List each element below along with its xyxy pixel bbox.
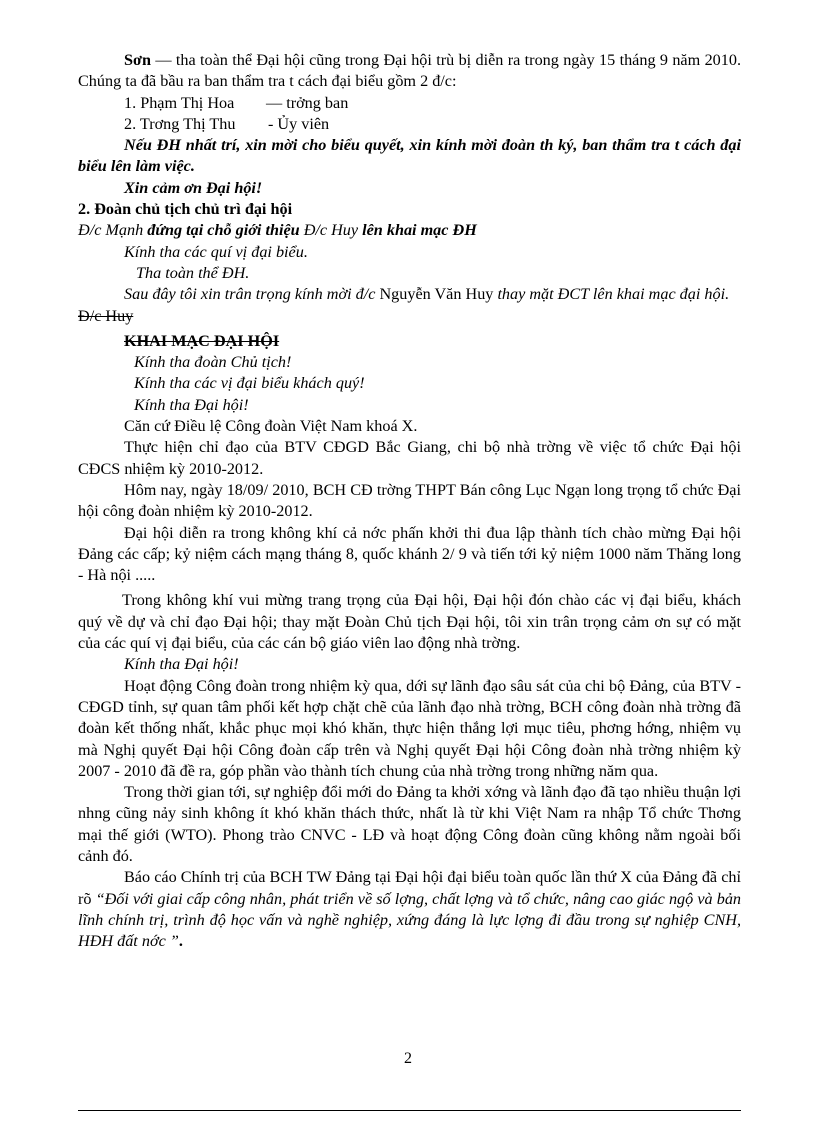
invite-text: Sau đây tôi xin trân trọng kính mời đ/c (124, 285, 380, 304)
manh-name: Đ/c Mạnh (78, 221, 144, 240)
intro-text: — tha toàn thể Đại hội cũng trong Đại hội trù bị diễn ra trong ngày 15 tháng 9 năm 2010. Chúng ta đã bầu ra ban thẩm tra t cách đại biểu gồm 2 đ/c: (78, 51, 741, 91)
opening-title: KHAI MẠC ĐẠI HỘI (124, 331, 280, 350)
member-role: — trởng ban (266, 93, 349, 112)
member-name: 1. Phạm Thị Hoa (124, 93, 235, 112)
opening-greeting: Kính tha các vị đại biểu khách quý! (134, 374, 365, 393)
body-paragraph: Trong không khí vui mừng trang trọng của Đại hội, Đại hội đón chào các vị đại biểu, khách quý về dự và chỉ đạo Đại hội; thay mặt Đoàn Chủ tịch Đại hội, tôi xin trân trọng cảm ơn sự có mặt của các quí vị đại biểu, của các cán bộ giáo viên lao động nhà trờng. (78, 591, 741, 653)
body-paragraph: Đại hội diễn ra trong không khí cả nớc phấn khởi thi đua lập thành tích chào mừng Đại hội Đảng các cấp; kỷ niệm cách mạng tháng 8, quốc khánh 2/ 9 và tiến tới kỷ niệm 1000 năm Thăng long - Hà nội ..... (78, 523, 741, 585)
quote-end: . (178, 932, 183, 951)
greeting-line: Kính tha các quí vị đại biểu. (124, 242, 308, 261)
document-page (78, 50, 741, 952)
speaker-name: Sơn (124, 51, 151, 69)
opening-greeting: Kính tha đoàn Chủ tịch! (134, 353, 292, 372)
body-paragraph: Trong thời gian tới, sự nghiệp đổi mới do Đảng ta khởi xớng và lãnh đạo đã tạo nhiều thuận lợi nhng cũng nảy sinh không ít khó khăn thách thức, nhất là từ khi Việt Nam ra nhập Tổ chức Thơng mại thế giới (WTO). Phong trào CNVC - LĐ và hoạt động Công đoàn cũng không nằm ngoài bối cảnh đó. (78, 783, 741, 865)
greeting-line: Tha toàn thể ĐH. (136, 263, 250, 282)
member-role: - Ủy viên (268, 114, 330, 133)
member-row (124, 93, 741, 114)
member-name: 2. Trơng Thị Thu (124, 114, 236, 133)
section-heading: 2. Đoàn chủ tịch chủ trì đại hội (78, 200, 293, 219)
footer-rule (78, 1110, 741, 1111)
page-number: 2 (404, 1050, 412, 1067)
greeting-line: Kính tha Đại hội! (124, 655, 239, 674)
huy-label: Đ/c Huy (78, 306, 134, 325)
huy-name: Đ/c Huy (303, 221, 359, 240)
member-row (124, 114, 741, 135)
invitee-name: Nguyễn Văn Huy (379, 285, 494, 304)
manh-action: đứng tại chỗ giới thiệu (143, 221, 304, 240)
invite-huy-paragraph (78, 284, 741, 305)
body-paragraph: Hôm nay, ngày 18/09/ 2010, BCH CĐ trờng THPT Bán công Lục Ngạn long trọng tổ chức Đại hội công đoàn nhiệm kỳ 2010-2012. (78, 480, 741, 521)
opening-greeting: Kính tha Đại hội! (134, 395, 249, 414)
body-paragraph: Thực hiện chỉ đạo của BTV CĐGD Bắc Giang, chi bộ nhà trờng về việc tổ chức Đại hội CĐCS nhiệm kỳ 2010-2012. (78, 438, 741, 478)
manh-action-end: lên khai mạc ĐH (358, 221, 477, 240)
body-paragraph: Hoạt động Công đoàn trong nhiệm kỳ qua, dới sự lãnh đạo sâu sát của chi bộ Đảng, của BTV - CĐGD tỉnh, sự quan tâm phối kết hợp chặt chẽ của lãnh đạo nhà trờng, BCH công đoàn nhà trờng đã đoàn kết thống nhất, khắc phục mọi khó khăn, thực hiện thắng lợi mục tiêu, phơng hớng, nhiệm vụ mà Nghị quyết Đại hội Công đoàn cấp trên và Nghị quyết Đại hội Công đoàn nhà trờng nhiệm kỳ 2007 - 2010 đã đề ra, góp phần vào thành tích chung của nhà trờng trong những năm qua. (78, 676, 741, 780)
invite-text-end: thay mặt ĐCT lên khai mạc đại hội. (493, 285, 730, 304)
invite-paragraph: Nếu ĐH nhất trí, xin mời cho biểu quyết, xin kính mời đoàn th ký, ban thẩm tra t cách đại biểu lên làm việc. (78, 136, 741, 176)
body-paragraph: Căn cứ Điều lệ Công đoàn Việt Nam khoá X. (124, 417, 418, 436)
intro-paragraph (78, 50, 741, 93)
thanks-line: Xin cảm ơn Đại hội! (124, 178, 263, 197)
quote-lead: Báo cáo Chính trị của BCH TW Đảng tại Đại hội đại biểu toàn quốc lần thứ X của Đảng đã chỉ rõ (78, 868, 741, 908)
quote-text: “Đối với giai cấp công nhân, phát triển về số lợng, chất lợng và tổ chức, nâng cao giác ngộ và bản lĩnh chính trị, trình độ học vấn và nghề nghiệp, xứng đáng là lực lợng đi đầu trong sự nghiệp CNH, HĐH đất nớc ” (78, 889, 742, 951)
manh-intro-line (78, 220, 741, 241)
quote-paragraph (78, 867, 741, 952)
